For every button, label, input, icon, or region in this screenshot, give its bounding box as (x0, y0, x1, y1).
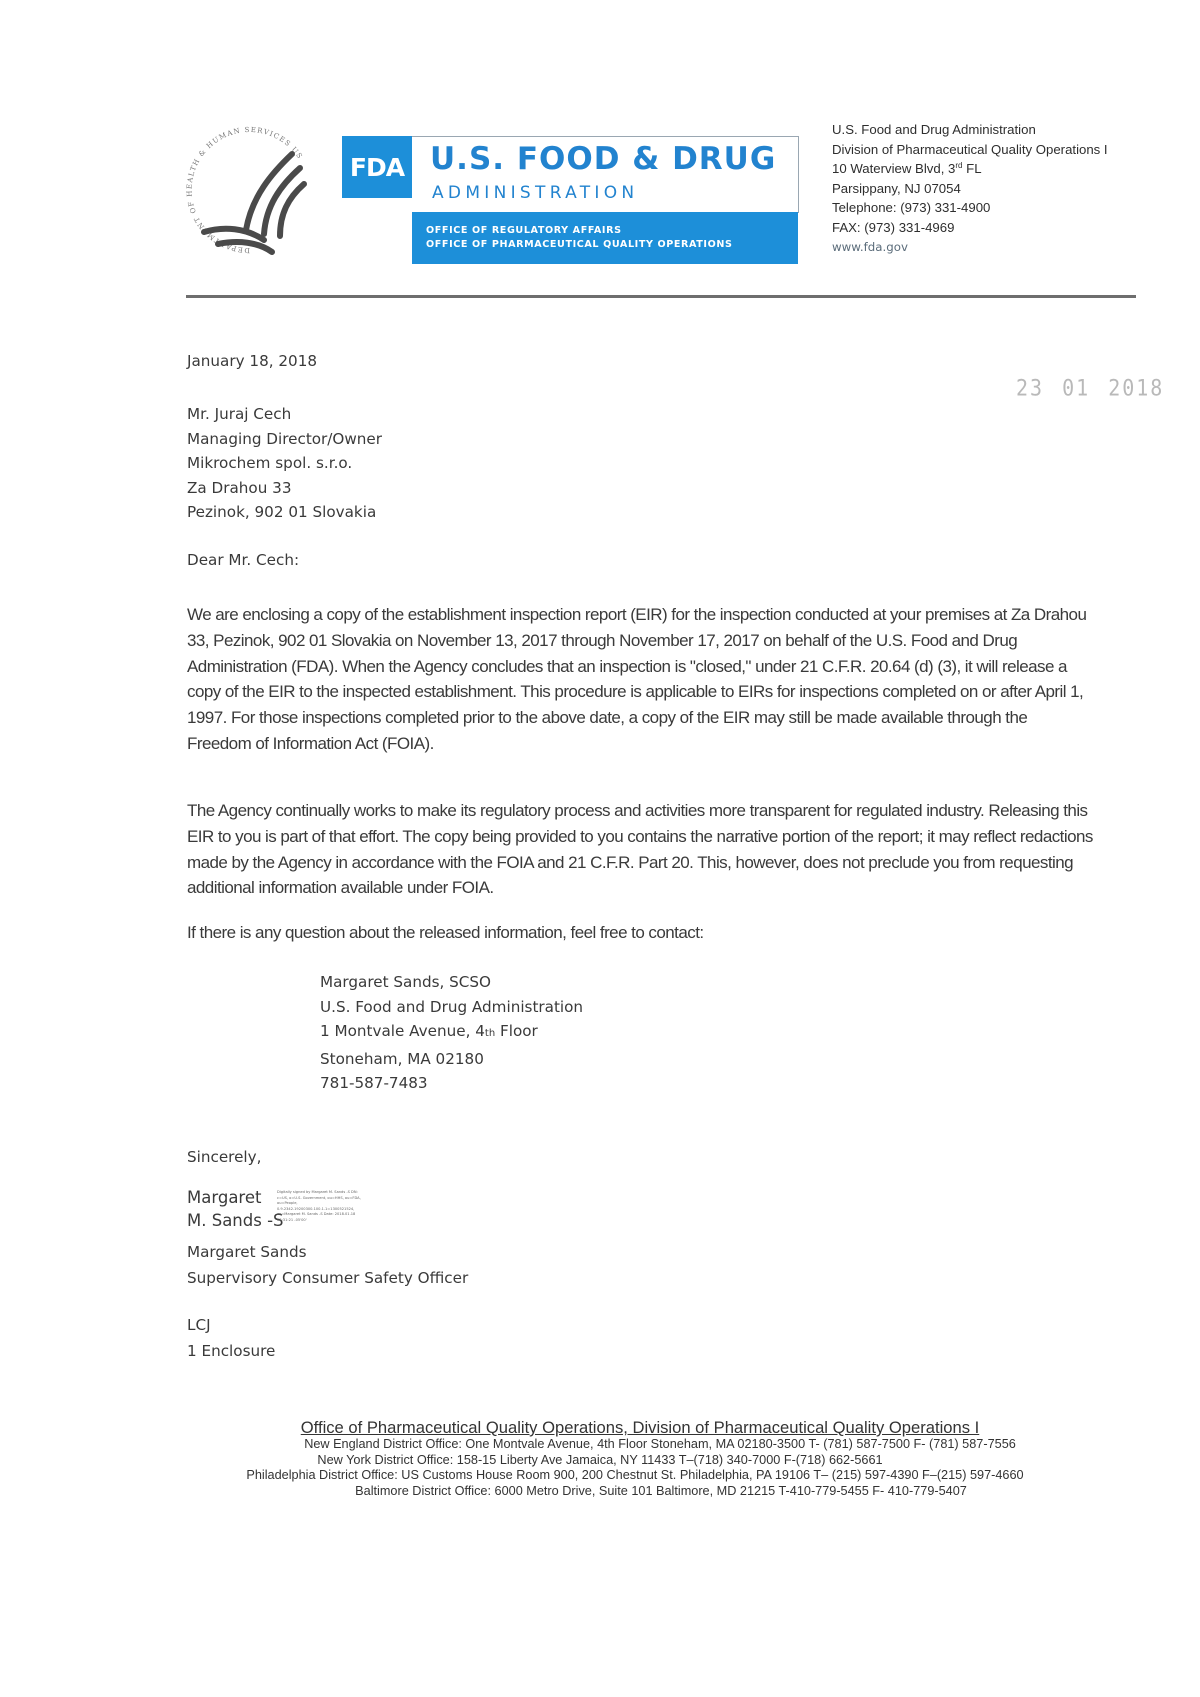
contact-agency: U.S. Food and Drug Administration (832, 122, 1036, 137)
paragraph-transparency: The Agency continually works to make its regulatory process and activities more transparent for regulated industry. Releasing this EIR to you is part of that effort. The copy being provided to you contains the narrative portion of the report; it may reflect redactions made by the Agency in accordance with the FOIA and 21 C.F.R. Part 20. This, however, does not preclude you from requesting additional information available under FOIA. (187, 801, 1093, 898)
paragraph-eir-release: We are enclosing a copy of the establishment inspection report (EIR) for the inspection conducted at your premises at Za Drahou 33, Pezinok, 902 01 Slovakia on November 13, 2017 through November 17, 2017 on behalf of the U.S. Food and Drug Administration (FDA). When the Agency concludes that an inspection is "closed," under 21 C.F.R. 20.64 (d) (3), it will release a copy of the EIR to the inspected establishment. This procedure is applicable to EIRs for inspections completed on or after April 1, 1997. For those inspections completed prior to the above date, a copy of the EIR may still be made available through the Freedom of Information Act (FOIA). (187, 605, 1087, 753)
fda-title: U.S. FOOD & DRUG (430, 141, 777, 177)
recipient-title: Managing Director/Owner (187, 429, 383, 448)
contact-person-street (320, 1019, 583, 1047)
fda-mark-logo: FDA (342, 136, 412, 198)
contact-person-phone: 781-587-7483 (320, 1074, 428, 1093)
street-text: 10 Waterview Blvd, 3 (832, 161, 956, 177)
footer-office-philadelphia: Philadelphia District Office: US Customs House Room 900, 200 Chestnut St. Philadelphia, PA 19106 T– (215) 597-4390 F–(215) 597-4660 (246, 1468, 1024, 1482)
hhs-seal-logo (180, 118, 320, 268)
contact-street (832, 159, 1108, 179)
street-text: 1 Montvale Avenue, 4 (320, 1022, 485, 1041)
fda-subtitle: ADMINISTRATION (432, 183, 639, 203)
street-ordinal: rd (955, 161, 963, 171)
contact-city: Parsippany, NJ 07054 (832, 180, 961, 196)
hhs-eagle-icon (180, 118, 320, 268)
contact-person-block (320, 970, 583, 1096)
received-date-stamp (1016, 375, 1182, 401)
fda-title-box (412, 136, 799, 213)
recipient-company: Mikrochem spol. s.r.o. (187, 454, 353, 473)
svg-text:DEPARTMENT OF HEALTH & HUMAN S: DEPARTMENT OF HEALTH & HUMAN SERVICES US (185, 125, 305, 255)
signature-line-1: Margaret (187, 1188, 262, 1207)
footer-title: Office of Pharmaceutical Quality Operations, Division of Pharmaceutical Quality Operations I (300, 1418, 980, 1437)
signer-block (187, 1240, 468, 1291)
footer-office-baltimore: Baltimore District Office: 6000 Metro Drive, Suite 101 Baltimore, MD 21215 T-410-779-5455 F- 410-779-5407 (355, 1483, 967, 1498)
stamp-year: 2018 (1108, 374, 1165, 402)
contact-division: Division of Pharmaceutical Quality Operations I (832, 141, 1108, 157)
recipient-name: Mr. Juraj Cech (187, 405, 292, 423)
signature-certificate-details: Digitally signed by Margaret M. Sands -S DN: c=US, o=U.S. Government, ou=HHS, ou=FDA, ou=People, 0.9.2342.19200300.100.1.1=1300521524, cn=Margaret M. Sands -S Date: 2018.01.18 08:31:21 -05'00' (277, 1190, 361, 1222)
street-ordinal: th (484, 1028, 496, 1040)
office-line: OFFICE OF REGULATORY AFFAIRS (426, 225, 622, 236)
salutation: Dear Mr. Cech: (187, 551, 300, 569)
contact-person-agency: U.S. Food and Drug Administration (320, 997, 584, 1016)
footer-office-new-england: New England District Office: One Montvale Avenue, 4th Floor Stoneham, MA 02180-3500 T- (781) 587-7500 F- (781) 587-7556 (304, 1437, 1016, 1451)
street-suffix: FL (962, 161, 982, 177)
recipient-address (187, 402, 382, 525)
stamp-day: 23 (1016, 374, 1045, 402)
office-line: OFFICE OF PHARMACEUTICAL QUALITY OPERATIONS (426, 239, 733, 250)
stamp-month: 01 (1062, 374, 1091, 402)
fda-office-band (412, 212, 798, 264)
contact-fax: FAX: (973) 331-4969 (832, 219, 955, 235)
footer-office-new-york: New York District Office: 158-15 Liberty Ave Jamaica, NY 11433 T–(718) 340-7000 F-(718) 662-5661 (317, 1452, 883, 1467)
contact-telephone: Telephone: (973) 331-4900 (832, 200, 991, 216)
closing: Sincerely, (187, 1148, 262, 1166)
typist-initials: LCJ (187, 1316, 211, 1334)
signer-name: Margaret Sands (187, 1243, 307, 1261)
fda-logo-block (342, 136, 800, 264)
paragraph-contact-intro: If there is any question about the released information, feel free to contact: (187, 923, 704, 942)
letterhead-contact (832, 120, 1108, 257)
street-suffix: Floor (495, 1022, 538, 1041)
digital-signature (187, 1186, 284, 1232)
fda-office-lines (426, 224, 732, 252)
enclosure-block (187, 1313, 275, 1364)
footer-offices (0, 1418, 1200, 1499)
contact-person-name: Margaret Sands, SCSO (320, 973, 491, 991)
signature-line-2: M. Sands -S (187, 1211, 284, 1230)
header-divider (186, 295, 1136, 298)
contact-website-link[interactable]: www.fda.gov (832, 239, 908, 254)
enclosure-note: 1 Enclosure (187, 1341, 276, 1360)
letter-date: January 18, 2018 (187, 352, 318, 370)
recipient-street: Za Drahou 33 (187, 478, 292, 497)
signer-title: Supervisory Consumer Safety Officer (187, 1268, 469, 1287)
recipient-city: Pezinok, 902 01 Slovakia (187, 503, 377, 522)
contact-person-city: Stoneham, MA 02180 (320, 1049, 484, 1068)
